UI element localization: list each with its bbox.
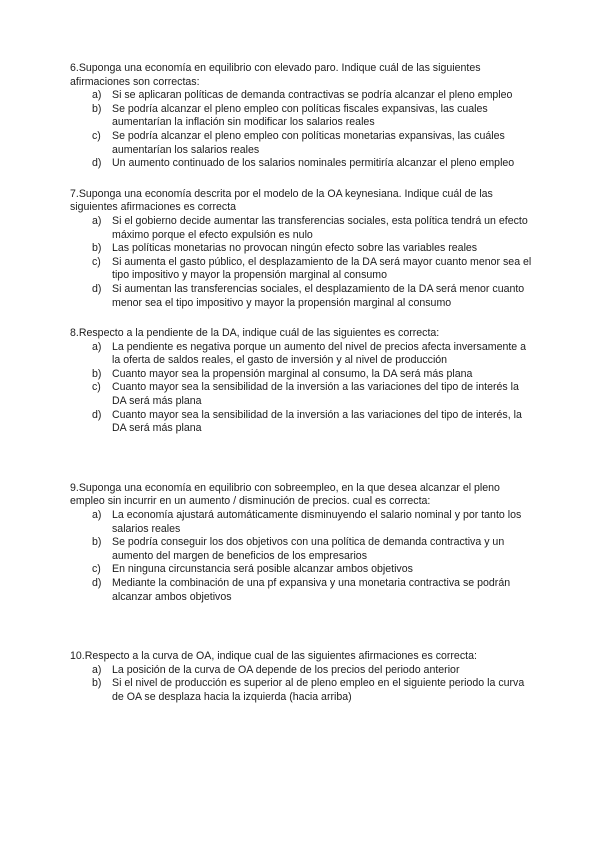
option-text: Se podría conseguir los dos objetivos con una política de demanda contractiva y un aumento del margen de beneficios de los empresarios [112, 536, 505, 562]
question-option [70, 103, 534, 130]
question-6 [70, 62, 534, 171]
option-text: Cuanto mayor sea la sensibilidad de la inversión a las variaciones del tipo de interés la DA será más plana [112, 381, 519, 408]
question-option [70, 368, 534, 382]
option-text: Cuanto mayor sea la propensión marginal al consumo, la DA será más plana [112, 367, 473, 380]
option-text: Si se aplicaran políticas de demanda contractivas se podría alcanzar el pleno empleo [112, 89, 513, 102]
question-option [70, 563, 534, 577]
option-label: d) [92, 577, 102, 589]
question-option [70, 157, 534, 171]
option-label: c) [92, 129, 101, 142]
question-option [70, 536, 534, 563]
option-label: a) [92, 214, 102, 227]
question-option [70, 509, 534, 536]
question-9 [70, 482, 534, 604]
question-options [70, 664, 534, 705]
option-text: Un aumento continuado de los salarios nominales permitiría alcanzar el pleno empleo [112, 157, 515, 170]
question-stem: 7.Suponga una economía descrita por el modelo de la OA keynesiana. Indique cuál de las siguientes afirmaciones es correcta [70, 187, 493, 214]
option-label: c) [92, 381, 101, 394]
option-label: c) [92, 255, 101, 268]
option-label: a) [92, 340, 102, 353]
question-option [70, 215, 534, 242]
option-label: b) [92, 242, 102, 255]
question-8 [70, 327, 534, 436]
question-option [70, 677, 534, 704]
question-stem: 8.Respecto a la pendiente de la DA, indique cuál de las siguientes es correcta: [70, 327, 440, 340]
option-label: c) [92, 563, 101, 576]
question-option [70, 409, 534, 436]
question-options [70, 509, 534, 604]
question-option [70, 664, 534, 678]
option-label: b) [92, 677, 102, 690]
option-label: b) [92, 536, 102, 549]
option-text: Si aumenta el gasto público, el desplazamiento de la DA será mayor cuanto menor sea el tipo impositivo y mayor la propensión marginal al consumo [112, 255, 532, 282]
option-label: d) [92, 282, 102, 295]
option-text: En ninguna circunstancia será posible alcanzar ambos objetivos [112, 563, 413, 576]
question-option [70, 89, 534, 103]
option-text: La posición de la curva de OA depende de los precios del periodo anterior [112, 663, 460, 676]
option-label: a) [92, 89, 102, 102]
option-label: b) [92, 102, 102, 115]
question-stem: 6.Suponga una economía en equilibrio con elevado paro. Indique cuál de las siguientes afirmaciones son correctas: [70, 62, 481, 88]
option-text: La pendiente es negativa porque un aumento del nivel de precios afecta inversamente a la oferta de saldos reales, el gasto de inversión y al nivel de producción [112, 340, 527, 367]
option-text: Si aumentan las transferencias sociales, el desplazamiento de la DA será menor cuanto menor sea el tipo impositivo y mayor la propensión marginal al consumo [112, 282, 525, 309]
option-text: Si el nivel de producción es superior al de pleno empleo en el siguiente periodo la curva de OA se desplaza hacia la izquierda (hacia arriba) [112, 677, 525, 703]
option-label: a) [92, 509, 102, 522]
question-7 [70, 188, 534, 310]
question-option [70, 341, 534, 368]
question-10 [70, 650, 534, 704]
question-option [70, 130, 534, 157]
option-label: b) [92, 367, 102, 380]
question-stem: 9.Suponga una economía en equilibrio con sobreempleo, en la que desea alcanzar el pleno empleo sin incurrir en un aumento / disminución de precios. cual es correcta: [70, 481, 500, 508]
question-option [70, 577, 534, 604]
option-label: d) [92, 157, 102, 170]
question-option [70, 381, 534, 408]
option-text: Las políticas monetarias no provocan ningún efecto sobre las variables reales [112, 242, 478, 255]
question-options [70, 89, 534, 171]
option-text: Si el gobierno decide aumentar las transferencias sociales, esta política tendrá un efecto máximo porque el efecto expulsión es nulo [112, 214, 528, 241]
option-text: Se podría alcanzar el pleno empleo con políticas fiscales expansivas, las cuales aumentarían la inflación sin modificar los salarios reales [112, 102, 488, 129]
option-text: Mediante la combinación de una pf expansiva y una monetaria contractiva se podrán alcanzar ambos objetivos [112, 577, 511, 603]
option-label: a) [92, 663, 102, 676]
question-stem: 10.Respecto a la curva de OA, indique cual de las siguientes afirmaciones es correcta: [70, 650, 477, 663]
question-option [70, 283, 534, 310]
question-options [70, 215, 534, 310]
option-label: d) [92, 408, 102, 421]
option-text: Cuanto mayor sea la sensibilidad de la inversión a las variaciones del tipo de interés, la DA será más plana [112, 408, 522, 435]
question-option [70, 242, 534, 256]
question-options [70, 341, 534, 436]
question-option [70, 256, 534, 283]
option-text: Se podría alcanzar el pleno empleo con políticas monetarias expansivas, las cuáles aumentarían los salarios reales [112, 129, 505, 156]
option-text: La economía ajustará automáticamente disminuyendo el salario nominal y por tanto los salarios reales [112, 509, 522, 535]
